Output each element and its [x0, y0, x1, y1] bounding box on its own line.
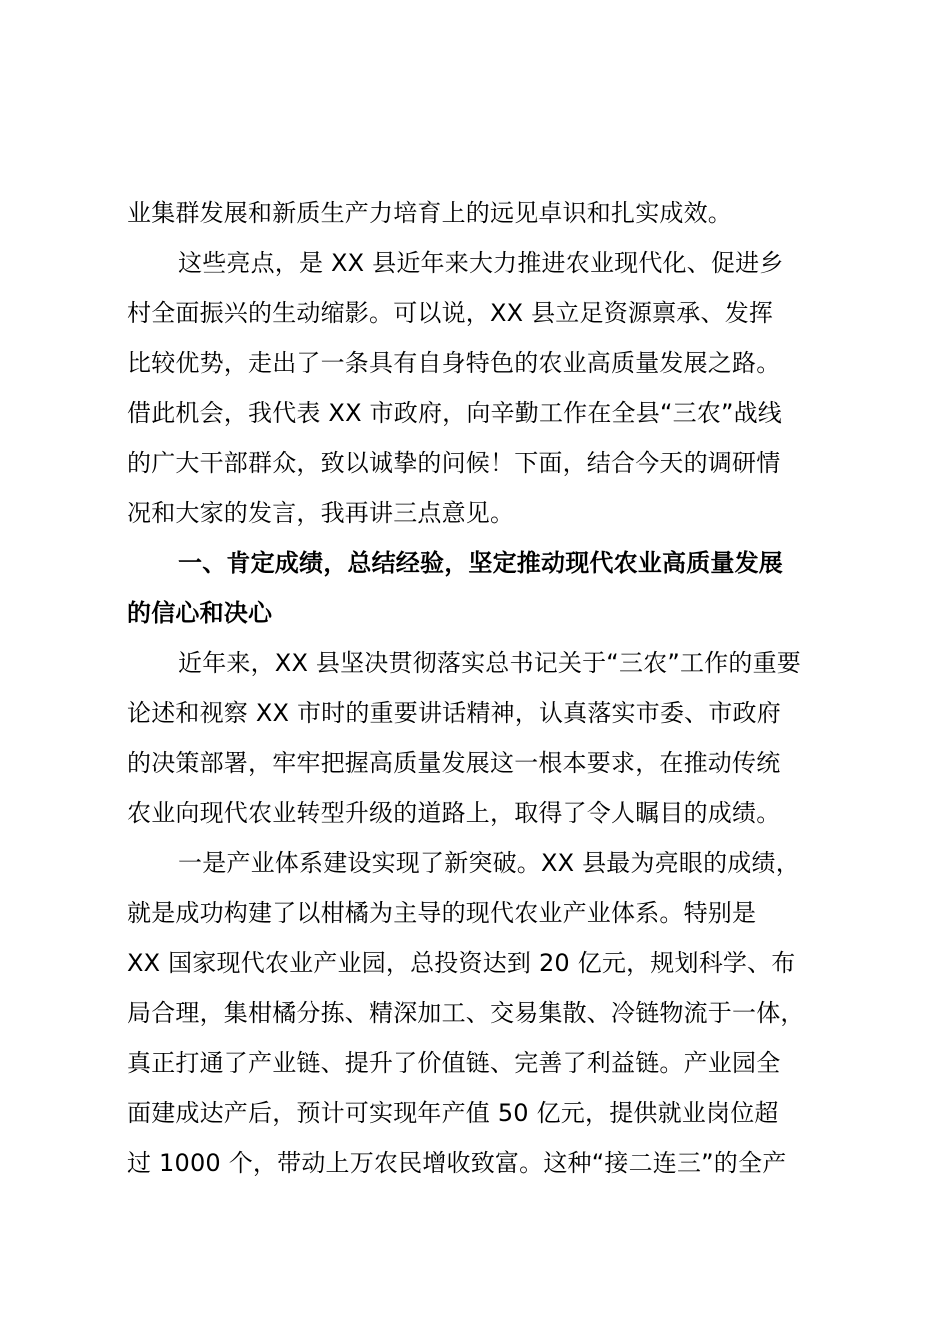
paragraph-recent-years — [127, 638, 847, 838]
text-line: 面建成达产后，预计可实现年产值 50 亿元，提供就业岗位超 — [127, 1099, 779, 1127]
text-line: XX 国家现代农业产业园，总投资达到 20 亿元，规划科学、布 — [127, 949, 796, 977]
text-line: 这些亮点，是 XX 县近年来大力推进农业现代化、促进乡 — [178, 249, 784, 277]
text-line: 况和大家的发言，我再讲三点意见。 — [127, 499, 515, 527]
heading-line: 的信心和决心 — [127, 599, 273, 627]
text-line: 的决策部署，牢牢把握高质量发展这一根本要求，在推动传统 — [127, 749, 781, 777]
text-line: 比较优势，走出了一条具有自身特色的农业高质量发展之路。 — [127, 349, 781, 377]
heading-line: 一、肯定成绩，总结经验，坚定推动现代农业高质量发展 — [178, 549, 783, 577]
text-line: 局合理，集柑橘分拣、精深加工、交易集散、冷链物流于一体， — [127, 999, 805, 1027]
paragraph-continuation — [127, 188, 847, 238]
text-line: 借此机会，我代表 XX 市政府，向辛勤工作在全县“三农”战线 — [127, 399, 783, 427]
paragraph-industry-system — [127, 838, 847, 1188]
text-line: 论述和视察 XX 市时的重要讲话精神，认真落实市委、市政府 — [127, 699, 781, 727]
text-line: 业集群发展和新质生产力培育上的远见卓识和扎实成效。 — [127, 199, 732, 227]
text-line: 的广大干部群众，致以诚挚的问候！下面，结合今天的调研情 — [127, 449, 781, 477]
text-line: 真正打通了产业链、提升了价值链、完善了利益链。产业园全 — [127, 1049, 781, 1077]
text-line: 就是成功构建了以柑橘为主导的现代农业产业体系。特别是 — [127, 899, 757, 927]
section-heading — [127, 538, 847, 638]
text-line: 近年来，XX 县坚决贯彻落实总书记关于“三农”工作的重要 — [178, 649, 801, 677]
text-line: 过 1000 个，带动上万农民增收致富。这种“接二连三”的全产 — [127, 1149, 787, 1177]
document-body — [127, 188, 847, 1188]
paragraph-highlights-summary — [127, 238, 847, 538]
text-line: 农业向现代农业转型升级的道路上，取得了令人瞩目的成绩。 — [127, 799, 781, 827]
text-line: 村全面振兴的生动缩影。可以说，XX 县立足资源禀承、发挥 — [127, 299, 774, 327]
text-line: 一是产业体系建设实现了新突破。XX 县最为亮眼的成绩， — [178, 849, 800, 877]
